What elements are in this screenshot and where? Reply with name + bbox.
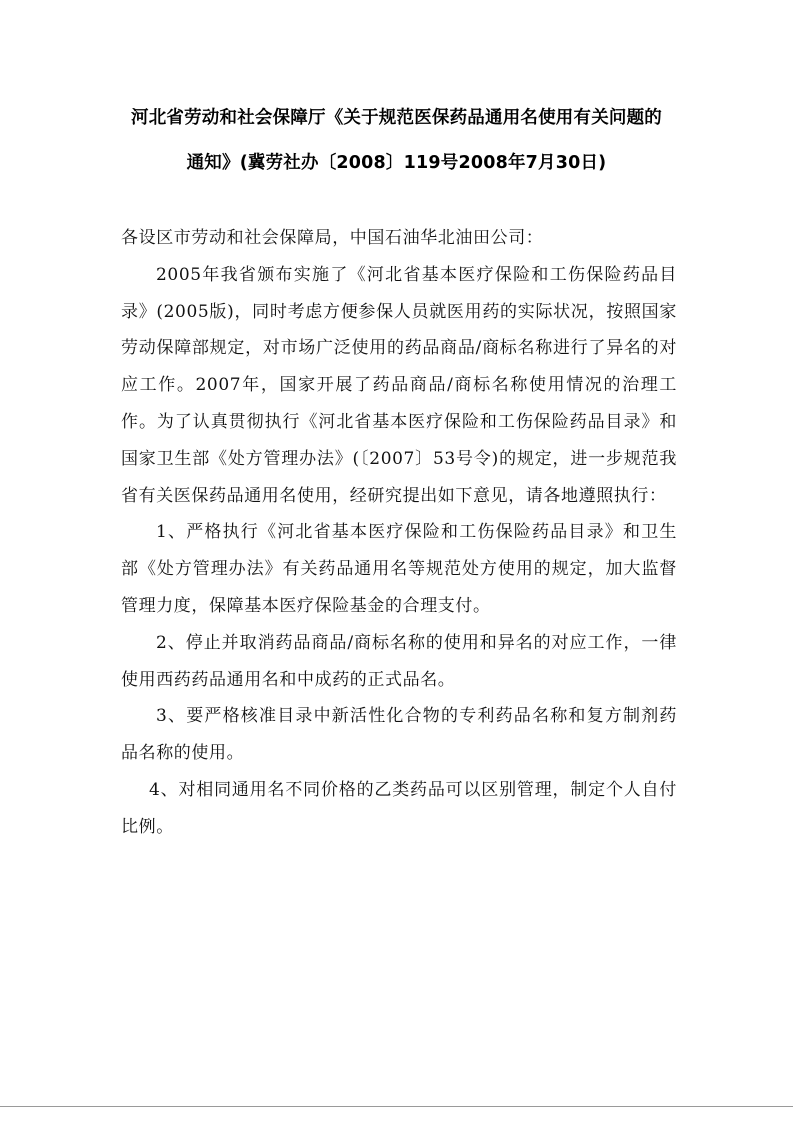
title-line-2: 通知》(冀劳社办〔2008〕119号2008年7月30日) — [186, 153, 607, 173]
page-bottom-divider — [0, 1106, 793, 1107]
salutation: 各设区市劳动和社会保障局，中国石油华北油田公司： — [121, 228, 544, 248]
document-body — [121, 220, 677, 846]
item-2-paragraph: 2、停止并取消药品商品/商标名称的使用和异名的对应工作，一律使用西药药品通用名和中成药的正式品名。 — [121, 632, 677, 690]
document-title — [110, 96, 683, 186]
item-3-paragraph: 3、要严格核准目录中新活性化合物的专利药品名称和复方制剂药品名称的使用。 — [121, 706, 677, 764]
intro-paragraph: 2005年我省颁布实施了《河北省基本医疗保险和工伤保险药品目录》(2005版)，同时考虑方便参保人员就医用药的实际状况，按照国家劳动保障部规定，对市场广泛使用的药品商品/商标名称进行了异名的对应工作。2007年，国家开展了药品商品/商标名称使用情况的治理工作。为了认真贯彻执行《河北省基本医疗保险和工伤保险药品目录》和国家卫生部《处方管理办法》(〔2007〕53号令)的规定，进一步规范我省有关医保药品通用名使用，经研究提出如下意见，请各地遵照执行： — [121, 264, 677, 506]
title-line-1: 河北省劳动和社会保障厅《关于规范医保药品通用名使用有关问题的 — [131, 108, 662, 128]
item-1-paragraph: 1、严格执行《河北省基本医疗保险和工伤保险药品目录》和卫生部《处方管理办法》有关药品通用名等规范处方使用的规定，加大监督管理力度，保障基本医疗保险基金的合理支付。 — [121, 522, 677, 616]
item-4-paragraph: 4、对相同通用名不同价格的乙类药品可以区别管理，制定个人自付比例。 — [121, 779, 677, 837]
